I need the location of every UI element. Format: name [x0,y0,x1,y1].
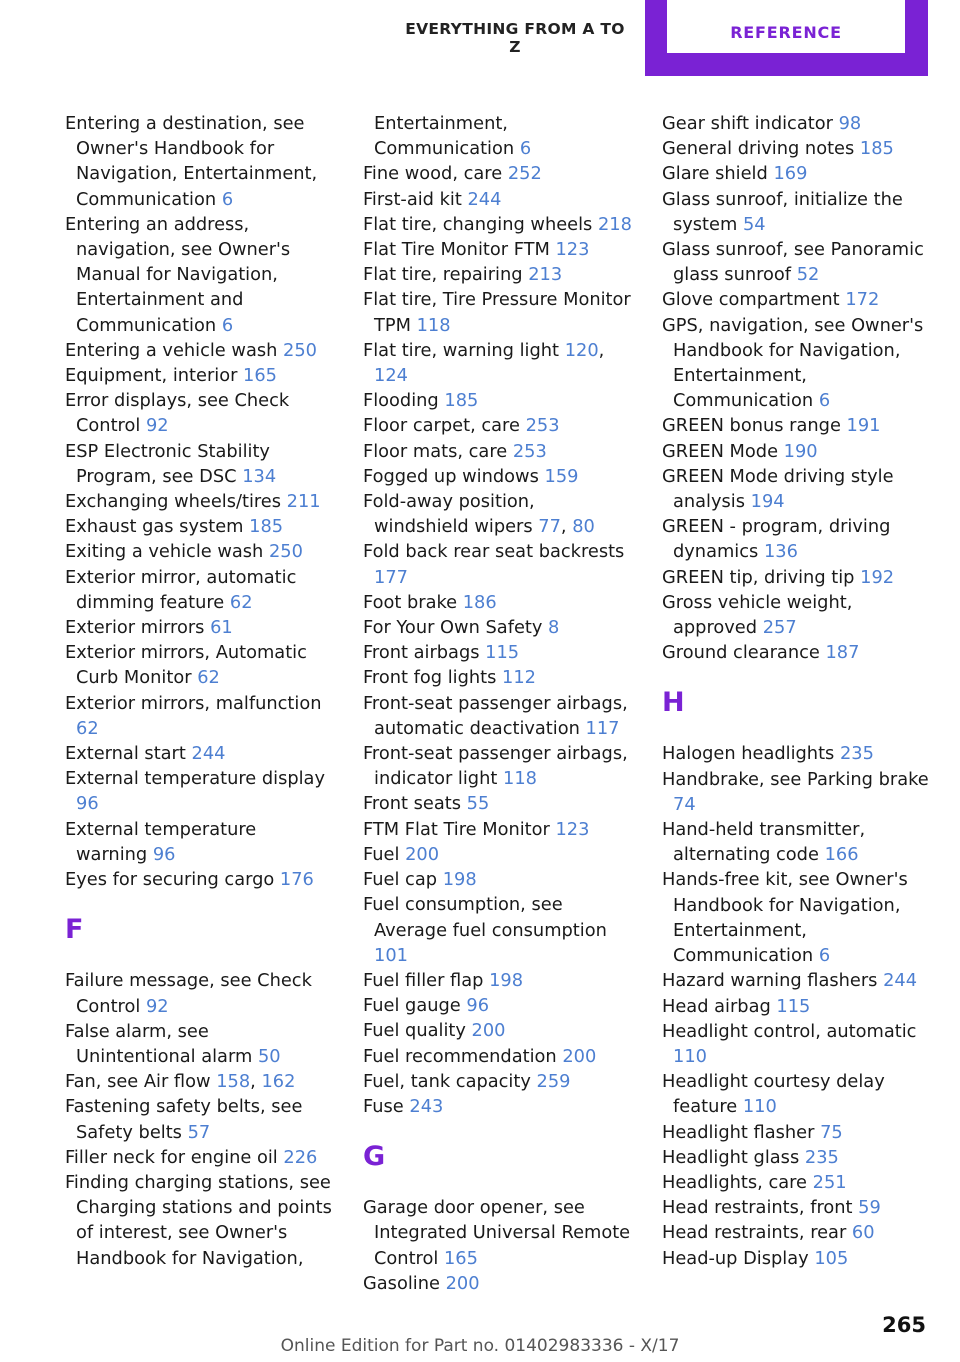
page-link[interactable]: 123 [555,818,590,840]
index-entry [363,791,635,816]
page-link[interactable]: 259 [536,1070,571,1092]
page-link[interactable]: 118 [503,768,537,790]
index-entry [662,313,930,414]
index-entry-text: Headlight flasher [662,1121,815,1143]
footer-edition: Online Edition for Part no. 01402983336 - X/17 [280,1336,680,1356]
index-entry [363,1094,635,1119]
index-entry-text: Head airbag [662,995,771,1017]
index-entry-text: Glass sunroof, initialize the system [662,188,903,235]
index-entry [65,565,333,615]
page-link[interactable]: 105 [814,1247,849,1269]
index-entry-text: For Your Own Safety [363,617,543,639]
index-column-3 [662,111,930,1271]
index-entry-text: Flooding [363,390,439,412]
index-entry-text: Floor carpet, care [363,415,520,437]
page-link[interactable]: 185 [444,390,479,412]
index-entry-text: Exterior mirror, automatic dimming feature [65,566,297,613]
index-entry-text: Eyes for securing cargo [65,869,275,891]
index-entry [363,111,635,161]
index-entry-text: Fuel [363,843,400,865]
index-entry-text: Flat tire, changing wheels [363,213,593,235]
index-entry-text: Fogged up windows [363,465,539,487]
page-link[interactable]: 62 [229,591,253,613]
page-link[interactable]: 75 [820,1121,843,1143]
index-entry-text: Exterior mirrors [65,617,205,639]
index-entry-text: Fuel gauge [363,995,461,1017]
page-link[interactable]: 243 [409,1095,444,1117]
page-link[interactable]: 190 [783,440,818,462]
page-link[interactable]: 92 [145,415,169,437]
index-entry [662,111,930,136]
index-entry [65,388,333,438]
index-entry [65,1019,333,1069]
index-letter-heading: G [363,1141,386,1173]
index-entry-text: Headlight control, automatic [662,1020,917,1042]
index-entry-text: Fold-away position, windshield wipers [363,491,535,538]
index-entry [662,514,930,564]
index-entry-text: Failure message, see Check Control [65,970,312,1017]
page-link[interactable]: 252 [507,163,542,185]
index-entry-text: FTM Flat Tire Monitor [363,818,550,840]
page-link[interactable]: 172 [845,289,880,311]
index-entry [65,489,333,514]
page-link[interactable]: 244 [191,743,226,765]
index-entry-text: Gear shift indicator [662,113,833,134]
index-entry [363,1069,635,1094]
index-entry [65,338,333,363]
page-link[interactable]: 186 [462,591,497,613]
index-entry [65,741,333,766]
page-link[interactable]: 62 [76,717,99,739]
index-entry [662,640,930,665]
index-entry [662,817,930,867]
page-link[interactable]: 250 [268,541,303,563]
index-entry [662,1069,930,1119]
index-entry [65,615,333,640]
page-link[interactable]: 118 [416,314,451,336]
index-entry-text: Front seats [363,793,461,815]
index-entry-text: Glare shield [662,163,768,185]
index-entry [363,842,635,867]
index-entry [363,1044,635,1069]
index-entry [65,439,333,489]
index-entry-text: Exterior mirrors, Automatic Curb Monitor [65,642,307,689]
index-entry [662,413,930,438]
page-link[interactable]: 112 [502,667,536,689]
index-entry [662,590,930,640]
page-link[interactable]: 101 [374,944,408,966]
index-entry [662,767,930,817]
index-entry-text: Flat tire, repairing [363,264,523,286]
index-entry-text: GREEN Mode driving style analysis [662,465,894,513]
index-entry [363,640,635,665]
index-entry-text: Fuel filler flap [363,969,484,991]
page-link[interactable]: 110 [742,1096,777,1118]
index-entry-text: General driving notes [662,138,855,160]
index-entry [363,539,635,589]
index-entry-text: Front airbags [363,642,480,664]
index-entry [363,262,635,287]
index-entry-text: Filler neck for engine oil [65,1146,278,1168]
index-entry-text: Glove compartment [662,289,840,311]
reference-tab[interactable] [645,0,928,76]
page-link[interactable]: 257 [762,617,797,639]
index-entry [662,1145,930,1170]
page-link[interactable]: 198 [442,869,477,891]
index-entry [65,514,333,539]
index-entry [662,867,930,968]
index-entry-text: Exchanging wheels/tires [65,491,282,513]
index-entry-text: Head restraints, front [662,1197,853,1219]
index-entry-text: Halogen headlights [662,743,835,765]
page-link[interactable]: 134 [242,465,277,487]
page-link[interactable]: 124 [374,365,408,387]
page-link[interactable]: 169 [773,163,808,185]
index-entry [363,867,635,892]
index-entry-text: Entering a destination, see Owner's Handbook for Navigation, Entertainment, Communication [65,113,318,210]
index-entry [363,237,635,262]
page-link[interactable]: 115 [776,995,811,1017]
index-entry [65,539,333,564]
index-entry-text: Fuel, tank capacity [363,1070,531,1092]
index-entry-text: Headlight courtesy delay feature [662,1071,885,1118]
page-link[interactable]: 6 [221,188,234,210]
index-entry [363,968,635,993]
page-link[interactable]: 110 [673,1045,707,1067]
index-entry [662,741,930,766]
page-link[interactable]: 77 [538,516,561,538]
page-link[interactable]: 59 [858,1197,881,1219]
index-entry [662,237,930,287]
page-link[interactable]: 191 [846,415,881,437]
index-entry [65,817,333,867]
page-link[interactable]: 96 [152,843,176,865]
page-link[interactable]: 6 [519,138,532,160]
index-entry-text: External temperature warning [65,818,257,865]
page-link[interactable]: 185 [859,138,894,160]
page-link[interactable]: 62 [197,667,220,689]
index-entry-text: Flat Tire Monitor FTM [363,239,550,261]
page-link[interactable]: 54 [742,213,766,235]
index-entry: Flat tire, warning light 120, 124 [363,339,605,387]
page-link[interactable]: 80 [572,516,595,538]
index-entry-text: Front-seat passenger airbags, automatic deactivation [363,692,628,739]
index-entry-text: Garage door opener, see Integrated Universal Remote Control [363,1197,631,1269]
index-entry-text: Hazard warning flashers [662,970,878,992]
index-entry [363,464,635,489]
page-link[interactable]: 158 [216,1071,251,1093]
index-entry-text: Fold back rear seat backrests [363,541,625,563]
page-link[interactable]: 200 [405,843,440,865]
index-entry-text: Gasoline [363,1272,440,1294]
page-link[interactable]: 235 [804,1146,839,1168]
index-entry-text: External temperature display [65,768,325,790]
index-entry [65,867,333,892]
index-entry [363,615,635,640]
index-entry [65,1094,333,1144]
index-entry [363,413,635,438]
index-entry-text: Exhaust gas system [65,516,244,538]
index-entry [662,994,930,1019]
index-entry [662,1220,930,1245]
page-link[interactable]: 60 [851,1222,875,1244]
index-entry-text: Fuel cap [363,869,438,891]
index-entry [363,590,635,615]
page-link[interactable]: 165 [243,365,277,387]
index-entry [662,287,930,312]
index-entry [65,363,333,388]
index-entry-text: Fastening safety belts, see Safety belts [65,1096,303,1143]
index-entry-text: Entertainment, Communication [374,113,515,160]
page-link[interactable]: 6 [818,390,831,412]
page-link[interactable]: 6 [221,314,234,336]
page-link[interactable]: 165 [443,1247,478,1269]
index-entry-text: Gross vehicle weight, approved [662,591,853,639]
index-entry [65,212,333,338]
page-link[interactable]: 74 [673,793,696,815]
page-link[interactable]: 96 [76,793,99,815]
page-link[interactable]: 200 [562,1045,597,1067]
index-entry [662,1019,930,1069]
page-link[interactable]: 136 [763,541,798,563]
page-link[interactable]: 192 [860,566,895,588]
index-entry-text: First-aid kit [363,188,462,210]
index-entry-text: Ground clearance [662,642,820,664]
page-link[interactable]: 194 [750,491,785,513]
page-link[interactable]: 200 [471,1020,506,1042]
index-entry [363,993,635,1018]
page-link[interactable]: 98 [838,113,862,134]
index-entry-text: Front-seat passenger airbags, indicator light [363,743,628,790]
index-entry [662,464,930,514]
page-link[interactable]: 8 [548,617,560,639]
page-link[interactable]: 198 [489,969,524,991]
index-entry-text: Foot brake [363,591,458,613]
index-entry-text: Flat tire, Tire Pressure Monitor TPM [363,289,631,336]
index-entry-text: Floor mats, care [363,440,508,462]
index-entry-text: Error displays, see Check Control [65,390,290,437]
index-entry-text: Entering a vehicle wash [65,339,278,361]
index-entry [65,111,333,212]
index-entry: Fold-away position, windshield wipers 77, 80 [363,491,595,538]
index-entry-text: Finding charging stations, see Charging stations and points of interest, see Owner's Handbook for Navigation, [65,1171,332,1269]
index-entry-text: Fuse [363,1095,404,1117]
index-entry [363,388,635,413]
page-link[interactable]: 115 [485,642,520,664]
index-entry [662,161,930,186]
index-entry [363,212,635,237]
index-entry-text: Headlight glass [662,1146,800,1168]
index-entry [363,741,635,791]
index-entry [662,1195,930,1220]
page-link[interactable]: 226 [283,1146,318,1168]
index-entry-text: Flat tire, warning light [363,339,560,361]
index-entry [363,161,635,186]
page-link[interactable]: 50 [257,1045,281,1067]
page-link[interactable]: 213 [528,264,563,286]
index-entry [363,1018,635,1043]
index-entry [662,136,930,161]
index-entry-text: Fuel quality [363,1020,466,1042]
index-entry [65,1170,333,1271]
page-link[interactable]: 166 [824,844,859,866]
page-link[interactable]: 6 [818,945,831,967]
index-entry-text: External start [65,743,186,765]
index-letter-heading: F [65,914,84,946]
index-entry-text: ESP Electronic Stability Program, see DSC [65,440,270,487]
index-entry [65,766,333,816]
page-link[interactable]: 61 [210,617,233,639]
index-entry-text: Front fog lights [363,667,497,689]
index-entry [662,565,930,590]
page-link[interactable]: 187 [825,642,860,664]
page-link[interactable]: 200 [445,1272,480,1294]
index-entry-text: GPS, navigation, see Owner's Handbook for Navigation, Entertainment, Communication [662,314,924,412]
page-link[interactable]: 244 [883,970,918,992]
index-entry [363,691,635,741]
page-link[interactable]: 250 [283,339,317,361]
index-entry-text: Glass sunroof, see Panoramic glass sunroof [662,239,924,286]
index-entry [363,1271,635,1296]
index-entry-text: Exiting a vehicle wash [65,541,264,563]
index-entry-text: Entering an address, navigation, see Owner's Manual for Navigation, Entertainment and Communication [65,213,291,336]
page-link[interactable]: 218 [597,213,632,235]
index-entry-text: GREEN bonus range [662,415,841,437]
index-entry-text: Head restraints, rear [662,1222,847,1244]
page-link[interactable]: 176 [279,869,314,891]
index-entry [65,1145,333,1170]
page-link[interactable]: 55 [466,793,490,815]
index-entry [662,187,930,237]
index-entry-text: Fan, see Air flow [65,1071,211,1093]
index-column-2 [363,111,635,1296]
page-link[interactable]: 159 [544,465,579,487]
index-entry [363,187,635,212]
index-entry [662,968,930,993]
index-entry-text: False alarm, see Unintentional alarm [65,1020,253,1067]
index-entry-text: GREEN Mode [662,440,779,462]
page-link[interactable]: 251 [812,1171,847,1193]
index-entry [363,439,635,464]
index-column-1 [65,111,333,1271]
index-entry-text: GREEN - program, driving dynamics [662,516,891,563]
page-link[interactable]: 117 [585,717,620,739]
page-link[interactable]: 185 [249,516,284,538]
page-link[interactable]: 253 [512,440,547,462]
index-entry-text: Headlights, care [662,1171,808,1193]
index-letter-heading: H [662,687,685,719]
index-entry [662,1120,930,1145]
index-entry: Fan, see Air flow 158, 162 [65,1071,296,1093]
index-entry [363,817,635,842]
index-entry-text: Equipment, interior [65,365,238,387]
index-entry-text: Fuel recommendation [363,1045,557,1067]
index-entry [363,287,635,337]
page-link[interactable]: 92 [145,995,169,1017]
index-entry [363,892,635,968]
index-entry [65,640,333,690]
index-entry [363,1195,635,1271]
index-entry [662,439,930,464]
index-entry [65,968,333,1018]
page-link[interactable]: 120 [564,339,599,361]
index-entry-text: GREEN tip, driving tip [662,566,855,588]
reference-tab-label: REFERENCE [667,0,905,53]
index-entry [662,1246,930,1271]
index-entry-text: Hands-free kit, see Owner's Handbook for Navigation, Entertainment, Communication [662,869,908,967]
page-link[interactable]: 162 [261,1071,296,1093]
page-link[interactable]: 57 [187,1121,211,1143]
index-entry-text: Fine wood, care [363,163,503,185]
page-link[interactable]: 211 [286,491,321,513]
page-link[interactable]: 253 [525,415,560,437]
page-link[interactable]: 177 [374,566,408,588]
page-link[interactable]: 235 [839,743,874,765]
page-link[interactable]: 52 [796,264,820,286]
page-link[interactable]: 244 [467,188,502,210]
page-link[interactable]: 123 [555,239,590,261]
index-entry [662,1170,930,1195]
page-number: 265 [882,1313,926,1337]
index-entry-text: Hand-held transmitter, alternating code [662,819,866,866]
index-entry-text: Handbrake, see Parking brake [662,768,929,790]
index-entry-text: Fuel consumption, see Average fuel consumption [363,894,607,941]
index-entry-text: Exterior mirrors, malfunction [65,692,322,714]
index-entry [65,691,333,741]
page-link[interactable]: 96 [466,995,490,1017]
index-entry [363,665,635,690]
index-entry-text: Head-up Display [662,1247,809,1269]
section-title: EVERYTHING FROM A TO Z [405,20,625,56]
